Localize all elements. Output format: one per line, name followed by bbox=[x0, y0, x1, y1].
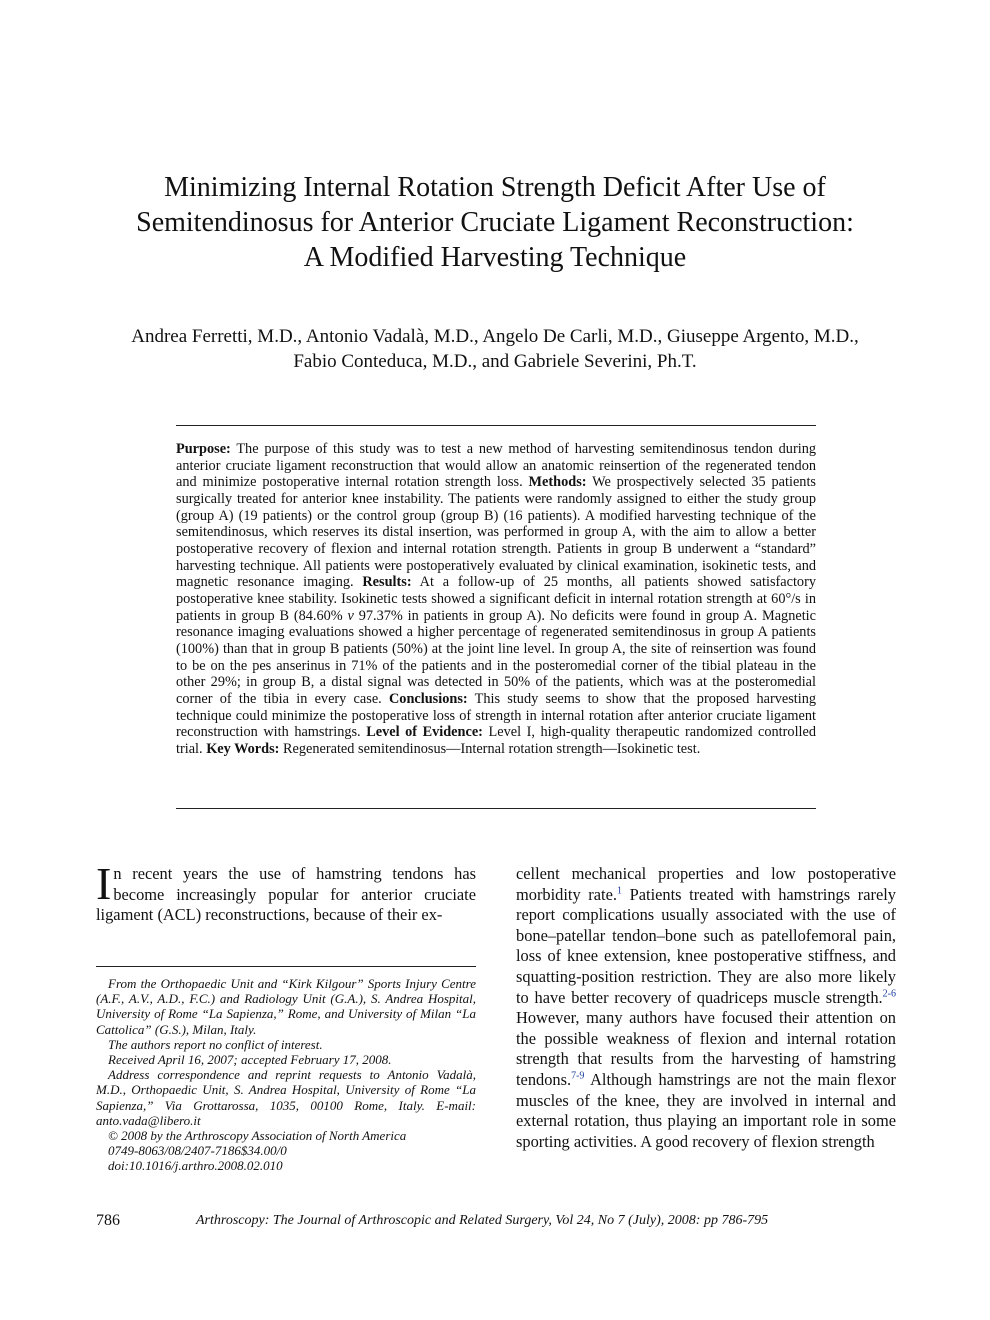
doi-note: doi:10.1016/j.arthro.2008.02.010 bbox=[108, 1158, 283, 1174]
address-text: Address correspondence and reprint requests to Antonio Vadalà, M.D., Orthopaedic Unit, S. Andrea Hospital, University of Rome “La Sapienza,” Via Grottarossa, 1035, 00100 Rome, Italy. E-mail: bbox=[96, 1067, 476, 1113]
results-label: Results: bbox=[362, 574, 412, 591]
drop-cap: I bbox=[96, 858, 112, 909]
reference-link[interactable]: 7-9 bbox=[571, 1070, 585, 1082]
footnote-rule bbox=[96, 966, 476, 967]
received-note: Received April 16, 2007; accepted February 17, 2008. bbox=[108, 1052, 392, 1068]
abstract bbox=[176, 441, 816, 757]
methods-text: We prospectively selected 35 patients surgically treated for anterior knee instability. The patients were randomly assigned to either the study group (group A) (19 patients) or the control group (group B) (16 patients). A modified harvesting technique of the semitendinosus, which reserves its distal insertion, was performed in group A, with the aim to allow a better postoperative recovery of flexion and internal rotation strength. Patients in group B underwent a “standard” harvesting technique. All patients were postoperatively evaluated by clinical examination, isokinetic tests, and magnetic resonance imaging. bbox=[176, 474, 816, 591]
email-link[interactable]: anto.vada@libero.it bbox=[96, 1112, 201, 1128]
conclusions-text: This study seems to show that the proposed harvesting technique could minimize the postoperative loss of strength in internal rotation after anterior cruciate ligament reconstruction with hamstrings. bbox=[176, 690, 816, 741]
results-text-cont: 97.37% in patients in group A). No deficits were found in group A. Magnetic resonance imaging evaluations showed a higher percentage of regenerated semitendinosus in group A patients (100%) than that in group B patients (50%) at the joint line level. In group A, the site of reinsertion was found to be on the pes anserinus in 71% of the patients and in the posteromedial corner of the tibial plateau in the other 29%; in group B, a distal signal was detected in 50% of the patients, which was at the posteromedial corner of the tibia in every case. bbox=[176, 607, 816, 707]
evidence-text: Level I, high-quality therapeutic randomized controlled trial. bbox=[176, 724, 817, 757]
purpose-text: The purpose of this study was to test a new method of harvesting semitendinosus tendon during anterior cruciate ligament reconstruction that would allow an anatomic reinsertion of the regenerated tendon and minimize postoperative internal rotation strength loss. bbox=[176, 441, 816, 491]
title-line: Minimizing Internal Rotation Strength Deficit After Use of bbox=[164, 172, 826, 203]
page-number: 786 bbox=[96, 1212, 120, 1229]
article-title bbox=[60, 170, 930, 275]
body-text: Although hamstrings are not the main flexor muscles of the knee, they are involved in internal and external rotation, thus playing an important role in some sporting activities. A good recovery of flexion strength bbox=[516, 1069, 896, 1151]
purpose-label: Purpose: bbox=[176, 441, 231, 457]
title-line: Semitendinosus for Anterior Cruciate Ligament Reconstruction: bbox=[136, 207, 854, 238]
affiliation-note: From the Orthopaedic Unit and “Kirk Kilgour” Sports Injury Centre (A.F., A.V., A.D., F.C.) and Radiology Unit (G.A.), S. Andrea Hospital, University of Rome “La Sapienza,” Rome, and University of Milan “La Cattolica” (G.S.), Milan, Italy. bbox=[96, 976, 476, 1037]
title-line: A Modified Harvesting Technique bbox=[303, 242, 687, 273]
intro-text: n recent years the use of hamstring tendons has become increasingly popular for anterior cruciate ligament (ACL) reconstructions, because of their ex- bbox=[96, 864, 476, 925]
author-list bbox=[60, 324, 930, 374]
body-text: However, many authors have focused their attention on the possible weakness of flexion and internal rotation strength that results from the harvesting of hamstring tendons. bbox=[516, 1008, 896, 1089]
evidence-label: Level of Evidence: bbox=[366, 724, 483, 741]
copyright-note: © 2008 by the Arthroscopy Association of North America bbox=[108, 1128, 407, 1144]
body-left-column bbox=[96, 858, 476, 926]
conflict-note: The authors report no conflict of interest. bbox=[108, 1036, 323, 1052]
body-text: Patients treated with hamstrings rarely report complications usually associated with the use of bone–patellar tendon–bone such as patellofemoral pain, loss of knee extension, knee postoperative stiffness, and squatting-position restriction. They are also more likely to have better recovery of quadriceps muscle strength. bbox=[516, 884, 896, 1007]
reference-link[interactable]: 1 bbox=[616, 885, 622, 897]
footnotes bbox=[96, 976, 476, 1174]
issn-note: 0749-8063/08/2407-7186$34.00/0 bbox=[108, 1143, 287, 1159]
body-right-column bbox=[516, 864, 896, 1152]
conclusions-label: Conclusions: bbox=[388, 690, 468, 707]
journal-citation: Arthroscopy: The Journal of Arthroscopic and Related Surgery, Vol 24, No 7 (July), 2008: pp 786-795 bbox=[196, 1213, 769, 1228]
reference-link[interactable]: 2-6 bbox=[882, 988, 896, 1000]
authors-line: Fabio Conteduca, M.D., and Gabriele Severini, Ph.T. bbox=[293, 351, 697, 372]
methods-label: Methods: bbox=[528, 474, 587, 491]
abstract-top-rule bbox=[176, 425, 816, 426]
keywords-label: Key Words: bbox=[206, 740, 280, 757]
authors-line: Andrea Ferretti, M.D., Antonio Vadalà, M.D., Angelo De Carli, M.D., Giuseppe Argento, M.D., bbox=[131, 326, 859, 347]
results-text: At a follow-up of 25 months, all patients showed satisfactory postoperative knee stability. Isokinetic tests showed a significant deficit in internal rotation strength at 60°/s in patients in group B (84.60% bbox=[176, 574, 816, 624]
abstract-bottom-rule bbox=[176, 808, 816, 809]
body-text: cellent mechanical properties and low postoperative morbidity rate. bbox=[516, 864, 896, 904]
results-versus: v bbox=[347, 607, 354, 624]
keywords-text: Regenerated semitendinosus—Internal rotation strength—Isokinetic test. bbox=[282, 740, 701, 757]
address-note bbox=[96, 1067, 476, 1128]
